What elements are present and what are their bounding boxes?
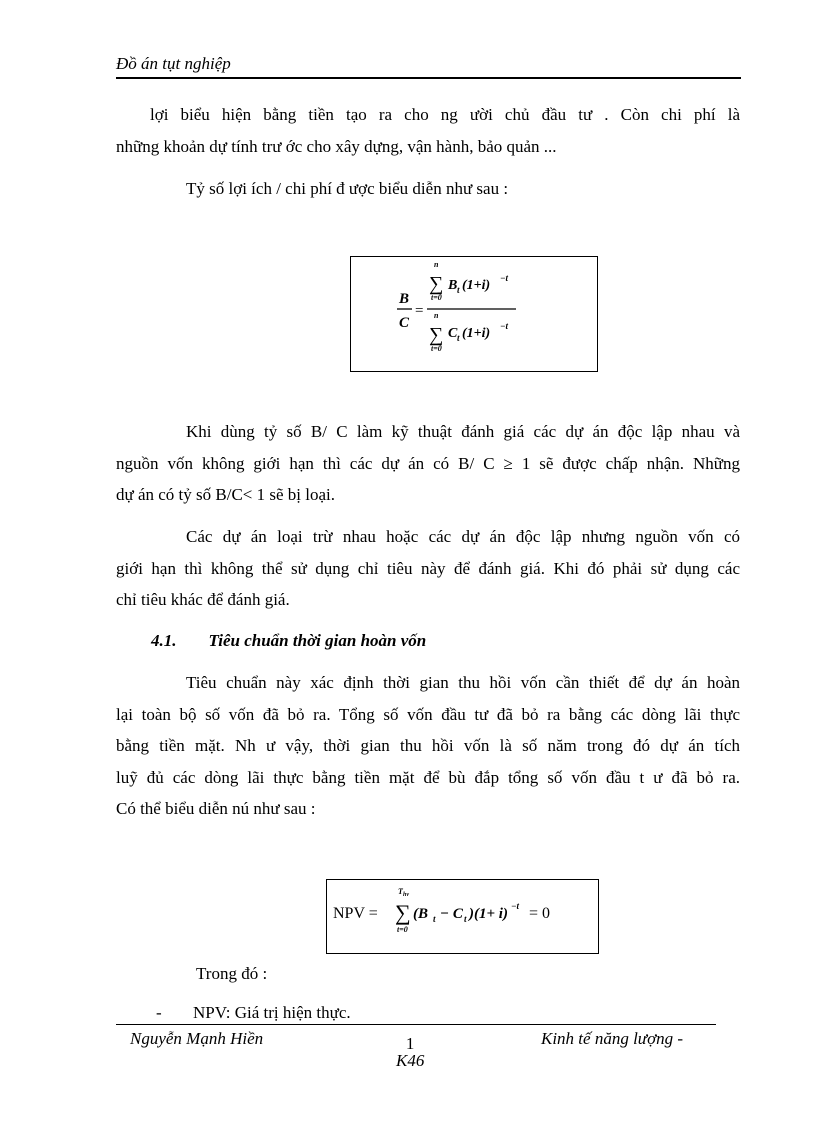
header-rule	[116, 77, 741, 79]
paragraph-5	[116, 667, 740, 825]
paragraph-1	[116, 99, 740, 162]
formula-eq: =	[415, 303, 424, 319]
paragraph-2	[186, 173, 740, 205]
header-title: Đồ án tụt nghiệp	[116, 54, 231, 73]
formula-bc-box	[350, 256, 598, 372]
text-line: dự án có tỷ số B/C< 1 sẽ bị loại.	[116, 485, 336, 504]
text-line: lại toàn bộ số vốn đã bỏ ra. Tổng số vốn đầu tư đã bỏ ra bằng các dòng lãi thực	[116, 704, 740, 724]
npv-sub2: t	[464, 914, 467, 924]
paragraph-6	[196, 958, 496, 990]
den-term: C	[448, 326, 458, 341]
npv-upper: T	[398, 887, 403, 896]
footer-author: Nguyễn Mạnh Hiền	[130, 1029, 264, 1048]
paragraph-3	[116, 416, 740, 511]
den-factor: (1+i)	[462, 326, 491, 341]
formula-bc	[351, 257, 597, 371]
text-line: chỉ tiêu khác để đánh giá.	[116, 590, 290, 609]
section-heading	[151, 631, 426, 651]
bullet-mark: -	[156, 1003, 162, 1022]
den-sigma: ∑	[429, 324, 444, 346]
text-line: bằng tiền mặt. Nh ư vậy, thời gian thu hồi vốn là số năm trong đó dự án tích	[116, 736, 740, 755]
npv-lhs: NPV =	[333, 905, 378, 922]
text-line: những khoản dự tính trư ớc cho xây dựng, vận hành, bảo quản ...	[116, 136, 557, 156]
num-exp: −t	[500, 273, 508, 283]
text-line: Tiêu chuẩn này xác định thời gian thu hồi vốn cần thiết để dự án hoàn	[186, 673, 740, 692]
npv-exp: −t	[511, 901, 519, 911]
text-line: Có thể biểu diễn nú như sau :	[116, 799, 316, 818]
text-line: Khi dùng tỷ số B/ C làm kỹ thuật đánh giá các dự án độc lập nhau và	[186, 422, 740, 441]
text-line: nguồn vốn không giới hạn thì các dự án có B/ C ≥ 1 sẽ được chấp nhận. Những	[116, 453, 740, 473]
npv-term: (B	[413, 906, 428, 922]
text-line: giới hạn thì không thể sử dụng chỉ tiêu này để đánh giá. Khi đó phải sử dụng các	[116, 558, 740, 578]
npv-sigma: ∑	[395, 900, 411, 925]
npv-rhs: = 0	[529, 905, 551, 922]
formula-npv	[327, 880, 598, 953]
den-sum-upper: n	[434, 311, 439, 320]
bullet-text: NPV: Giá trị hiện thực.	[193, 1003, 351, 1022]
footer-course: Kinh tế năng lượng -	[541, 1029, 684, 1048]
den-sub: t	[457, 333, 460, 343]
section-title: Tiêu chuẩn thời gian hoàn vốn	[208, 631, 427, 650]
npv-upper-sub: hv	[403, 892, 409, 898]
text-line: Tỷ số lợi ích / chi phí đ ược biểu diễn như sau :	[186, 179, 509, 198]
footer-page-number	[396, 1035, 424, 1069]
npv-tail: )(1+ i)	[469, 906, 508, 922]
num-sub: t	[457, 285, 460, 295]
text-line: lợi biểu hiện bằng tiền tạo ra cho ng ười chủ đầu tư . Còn chi phí là	[150, 105, 740, 124]
num-sum-upper: n	[434, 260, 439, 269]
footer-course-suffix: K46	[396, 1051, 425, 1070]
text-line: Trong đó :	[196, 964, 268, 983]
den-exp: −t	[500, 321, 508, 331]
num-factor: (1+i)	[462, 278, 491, 293]
formula-npv-box	[326, 879, 599, 954]
text-line: luỹ đủ các dòng lãi thực bằng tiền mặt để bù đắp tổng số vốn đầu t ư đã bỏ ra.	[116, 767, 740, 787]
text-line: Các dự án loại trừ nhau hoặc các dự án độc lập nhưng nguồn vốn có	[186, 527, 740, 546]
formula-lhs-num: B	[399, 291, 410, 307]
npv-minus: − C	[440, 906, 463, 922]
npv-lower: t=0	[397, 925, 408, 934]
formula-lhs-den: C	[399, 315, 410, 331]
footer-rule	[116, 1024, 716, 1025]
section-number: 4.1.	[151, 631, 177, 650]
num-sum-lower: t=0	[431, 293, 442, 302]
den-sum-lower: t=0	[431, 344, 442, 353]
num-sigma: ∑	[429, 273, 444, 295]
num-term: B	[448, 278, 458, 293]
page-number: 1	[405, 1034, 415, 1053]
npv-sub1: t	[433, 914, 436, 924]
paragraph-4	[116, 521, 740, 616]
